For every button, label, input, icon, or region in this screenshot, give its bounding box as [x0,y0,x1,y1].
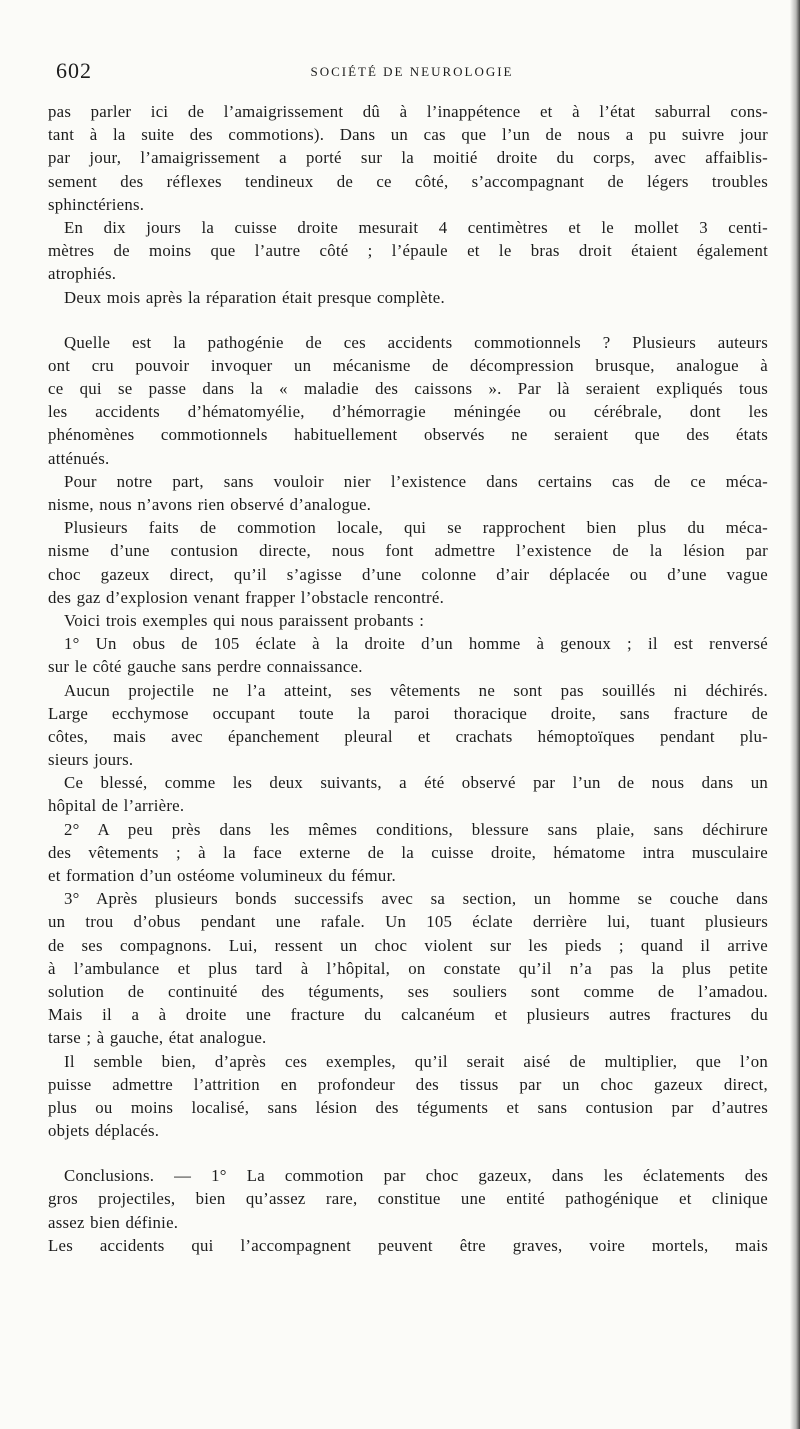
paragraph [48,286,768,309]
paragraph [48,1164,768,1234]
paragraph [48,1234,768,1257]
text-line: Quelle est la pathogénie de ces accidents commotionnels ? Plusieurs auteurs [64,332,768,352]
text-line: objets déplacés. [48,1121,160,1141]
text-line: choc gazeux direct, qu’il s’agisse d’une colonne d’air déplacée ou d’une vague [48,564,768,584]
text-line: Mais il a à droite une fracture du calcanéum et plusieurs autres fractures du [48,1005,768,1025]
text-line: sement des réflexes tendineux de ce côté, s’accompagnant de légers troubles [48,171,768,191]
text-line: 3° Après plusieurs bonds successifs avec sa section, un homme se couche dans [64,889,768,909]
text-line: assez bien définie. [48,1212,179,1232]
paragraph [48,470,768,516]
text-line: ont cru pouvoir invoquer un mécanisme de décompression brusque, analogue à [48,355,768,375]
paragraph [48,216,768,286]
text-line: atténués. [48,448,110,468]
paragraph [48,818,768,888]
text-line: gros projectiles, bien qu’assez rare, constitue une entité pathogénique et clinique [48,1189,768,1209]
text-line: les accidents d’hématomyélie, d’hémorragie méningée ou cérébrale, dont les [48,402,768,422]
text-line: puisse admettre l’attrition en profondeur des tissus par un choc gazeux direct, [48,1074,768,1094]
page-number: 602 [56,58,92,83]
page-header [56,58,768,88]
paragraph [48,331,768,470]
text-line: mètres de moins que l’autre côté ; l’épaule et le bras droit étaient également [48,241,768,261]
text-line: un trou d’obus pendant une rafale. Un 105 éclate derrière lui, tuant plusieurs [48,912,768,932]
paragraph [48,516,768,609]
text-line: 2° A peu près dans les mêmes conditions, blessure sans plaie, sans déchirure [64,819,768,839]
text-line: des vêtements ; à la face externe de la cuisse droite, hématome intra musculaire [48,842,768,862]
paragraph [48,771,768,817]
text-line: sphinctériens. [48,194,145,214]
text-line: Ce blessé, comme les deux suivants, a été observé par l’un de nous dans un [64,773,768,793]
text-line: côtes, mais avec épanchement pleural et crachats hémoptoïques pendant plu- [48,726,768,746]
page-body [48,100,768,1257]
text-line: Large ecchymose occupant toute la paroi thoracique droite, sans fracture de [48,703,768,723]
scan-edge [790,0,800,1429]
paragraph [48,100,768,216]
section-gap [48,309,768,331]
text-line: Pour notre part, sans vouloir nier l’existence dans certains cas de ce méca- [64,471,768,491]
text-line: Il semble bien, d’après ces exemples, qu’il serait aisé de multiplier, que l’on [64,1051,768,1071]
text-line: pas parler ici de l’amaigrissement dû à l’inappétence et à l’état saburral cons- [48,102,768,121]
paragraph [48,887,768,1049]
text-line: nisme, nous n’avons rien observé d’analogue. [48,495,372,514]
text-line: de ses compagnons. Lui, ressent un choc violent sur les pieds ; quand il arrive [48,935,768,955]
text-line: ce qui se passe dans la « maladie des caissons ». Par là seraient expliqués tous [48,379,768,399]
text-line: Voici trois exemples qui nous paraissent probants : [64,610,425,630]
text-line: tarse ; à gauche, état analogue. [48,1028,267,1048]
text-line: nisme d’une contusion directe, nous font admettre l’existence de la lésion par [48,541,768,561]
text-line: tant à la suite des commotions). Dans un cas que l’un de nous a pu suivre jour [48,125,768,145]
text-line: Aucun projectile ne l’a atteint, ses vêtements ne sont pas souillés ni déchirés. [64,680,768,700]
text-line: plus ou moins localisé, sans lésion des téguments et sans contusion par d’autres [48,1097,768,1117]
text-line: par jour, l’amaigrissement a porté sur la moitié droite du corps, avec affaiblis- [48,148,768,168]
paragraph [48,632,768,678]
text-line: 1° Un obus de 105 éclate à la droite d’un homme à genoux ; il est renversé [64,634,768,654]
section-gap [48,1142,768,1164]
paragraph [48,679,768,772]
text-line: Conclusions. — 1° La commotion par choc gazeux, dans les éclatements des [64,1166,768,1186]
text-line: à l’ambulance et plus tard à l’hôpital, on constate qu’il n’a pas la plus petite [48,958,768,978]
text-line: En dix jours la cuisse droite mesurait 4 centimètres et le mollet 3 centi- [64,217,768,237]
text-line: sur le côté gauche sans perdre connaissance. [48,657,363,677]
text-line: atrophiés. [48,264,117,284]
paragraph [48,609,768,632]
text-line: Plusieurs faits de commotion locale, qui se rapprochent bien plus du méca- [64,518,768,538]
text-line: et formation d’un ostéome volumineux du fémur. [48,866,396,885]
text-line: Deux mois après la réparation était presque complète. [64,287,445,307]
text-line: solution de continuité des téguments, ses souliers sont comme de l’amadou. [48,981,768,1001]
running-head: SOCIÉTÉ DE NEUROLOGIE [310,64,514,79]
text-line: des gaz d’explosion venant frapper l’obstacle rencontré. [48,587,445,607]
text-line: phénomènes commotionnels habituellement observés ne seraient que des états [48,425,768,445]
text-line: sieurs jours. [48,750,134,770]
text-line: Les accidents qui l’accompagnent peuvent être graves, voire mortels, mais [48,1235,768,1255]
text-line: hôpital de l’arrière. [48,796,185,816]
paragraph [48,1050,768,1143]
